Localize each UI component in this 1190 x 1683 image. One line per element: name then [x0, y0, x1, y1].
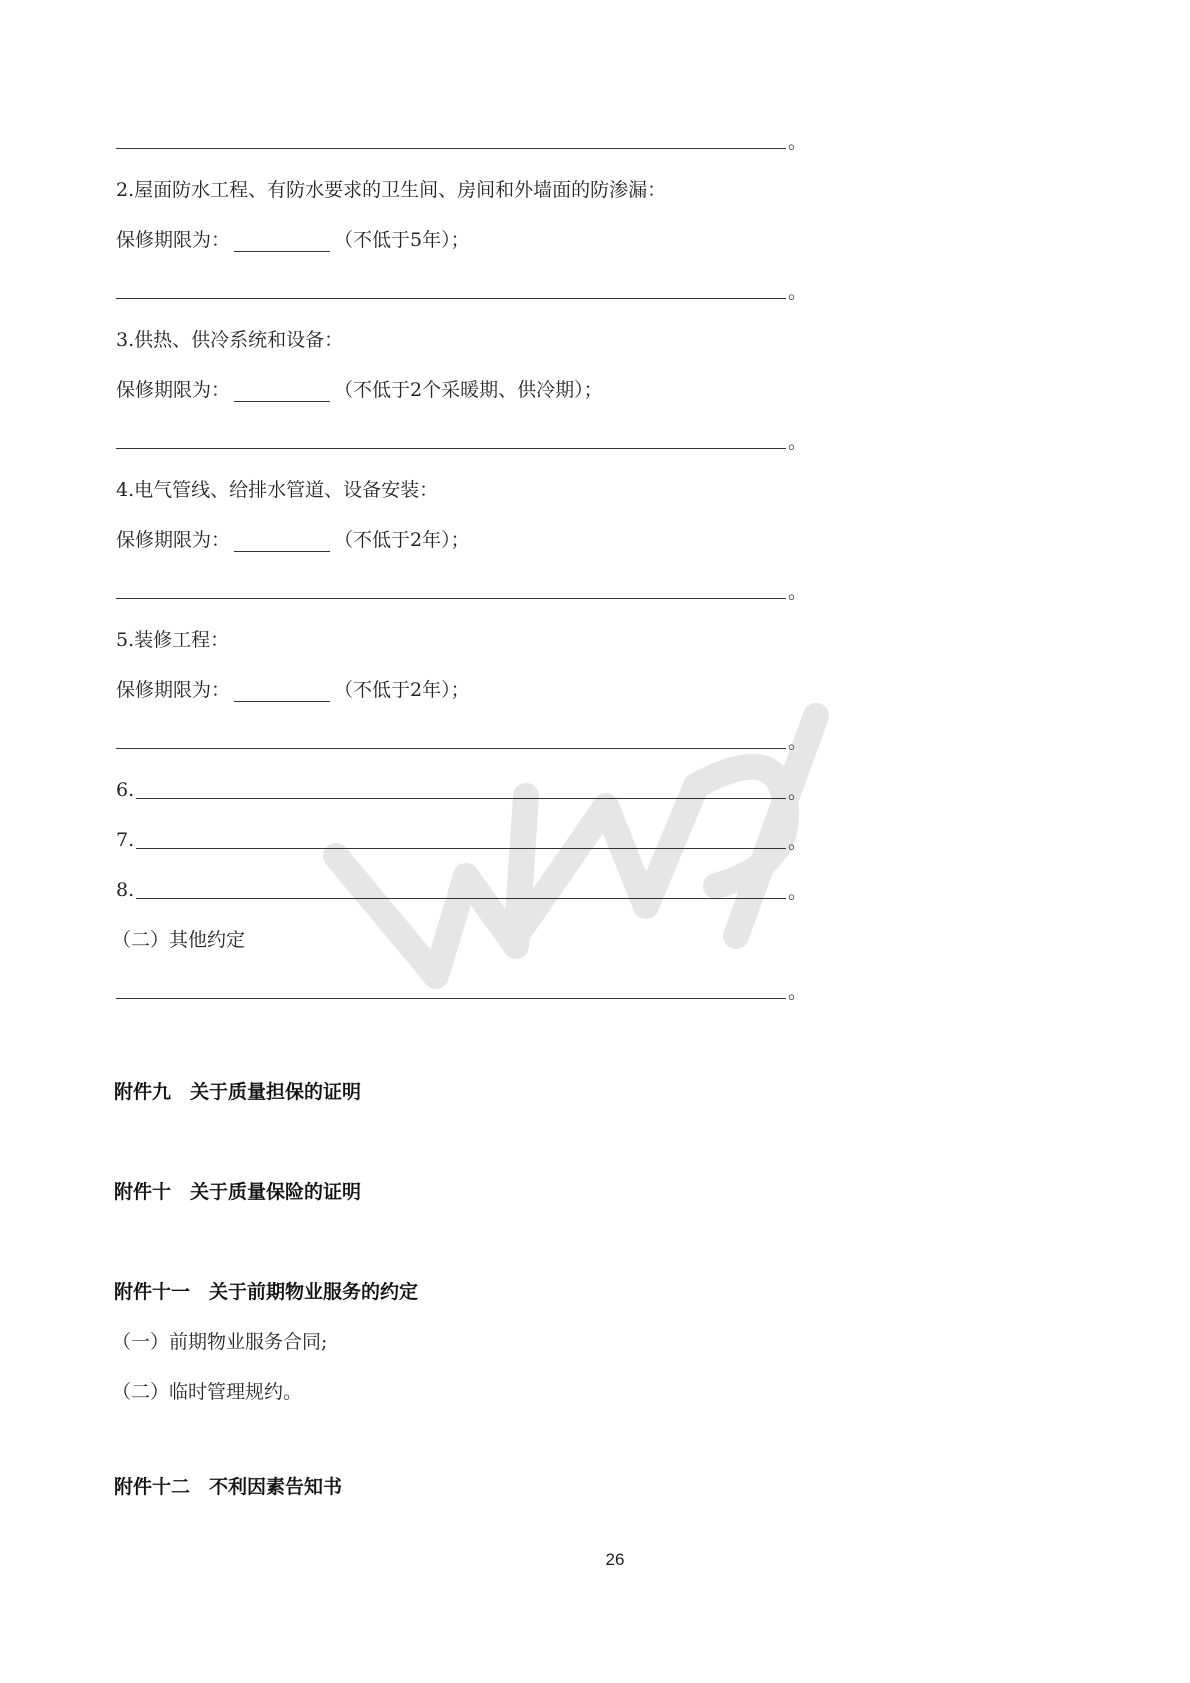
warranty-label: 保修期限为： — [116, 379, 231, 401]
page-number: 26 — [605, 1550, 625, 1569]
appendix-12-title: 附件十二 不利因素告知书 — [114, 1476, 343, 1498]
period: 。 — [788, 981, 808, 1003]
appendix-11-title: 附件十一 关于前期物业服务的约定 — [114, 1281, 419, 1303]
fill-line-item4[interactable] — [116, 598, 786, 599]
appendix-11-item: （二）临时管理规约。 — [112, 1381, 303, 1403]
item5-period-row — [116, 678, 470, 702]
fill-line-item3[interactable] — [116, 448, 786, 449]
fill-line-0[interactable] — [116, 148, 786, 149]
appendix-10-title: 附件十 关于质量保险的证明 — [114, 1181, 362, 1203]
period: 。 — [788, 281, 808, 303]
item3-heading: 3.供热、供冷系统和设备： — [116, 329, 344, 351]
item4-period-row — [116, 528, 470, 552]
period: 。 — [788, 131, 808, 153]
wps-watermark-logo — [316, 676, 836, 1016]
fill-line-item2[interactable] — [116, 298, 786, 299]
warranty-period-blank[interactable] — [234, 383, 330, 402]
period: 。 — [788, 731, 808, 753]
appendix-11-item: （一）前期物业服务合同; — [112, 1331, 328, 1353]
warranty-label: 保修期限为： — [116, 229, 231, 251]
warranty-period-blank[interactable] — [234, 533, 330, 552]
period: 。 — [788, 881, 808, 903]
blank-item-number: 7. — [116, 829, 135, 851]
fill-line-item8[interactable] — [136, 898, 786, 899]
warranty-note: （不低于2个采暖期、供冷期）； — [334, 379, 603, 401]
blank-item-number: 6. — [116, 779, 135, 801]
other-agreement-heading: （二）其他约定 — [112, 929, 246, 951]
warranty-note: （不低于2年）； — [334, 679, 470, 701]
warranty-note: （不低于5年）； — [334, 229, 470, 251]
warranty-period-blank[interactable] — [234, 683, 330, 702]
item2-period-row — [116, 228, 470, 252]
warranty-label: 保修期限为： — [116, 679, 231, 701]
period: 。 — [788, 431, 808, 453]
blank-item-number: 8. — [116, 879, 135, 901]
fill-line-item6[interactable] — [136, 798, 786, 799]
fill-line-other[interactable] — [116, 998, 786, 999]
period: 。 — [788, 581, 808, 603]
item2-heading: 2.屋面防水工程、有防水要求的卫生间、房间和外墙面的防渗漏： — [116, 179, 667, 201]
warranty-period-blank[interactable] — [234, 233, 330, 252]
item3-period-row — [116, 378, 603, 402]
fill-line-item7[interactable] — [136, 848, 786, 849]
fill-line-item5[interactable] — [116, 748, 786, 749]
warranty-note: （不低于2年）； — [334, 529, 470, 551]
appendix-9-title: 附件九 关于质量担保的证明 — [114, 1081, 362, 1103]
period: 。 — [788, 781, 808, 803]
item4-heading: 4.电气管线、给排水管道、设备安装： — [116, 479, 439, 501]
period: 。 — [788, 831, 808, 853]
item5-heading: 5.装修工程： — [116, 629, 230, 651]
warranty-label: 保修期限为： — [116, 529, 231, 551]
